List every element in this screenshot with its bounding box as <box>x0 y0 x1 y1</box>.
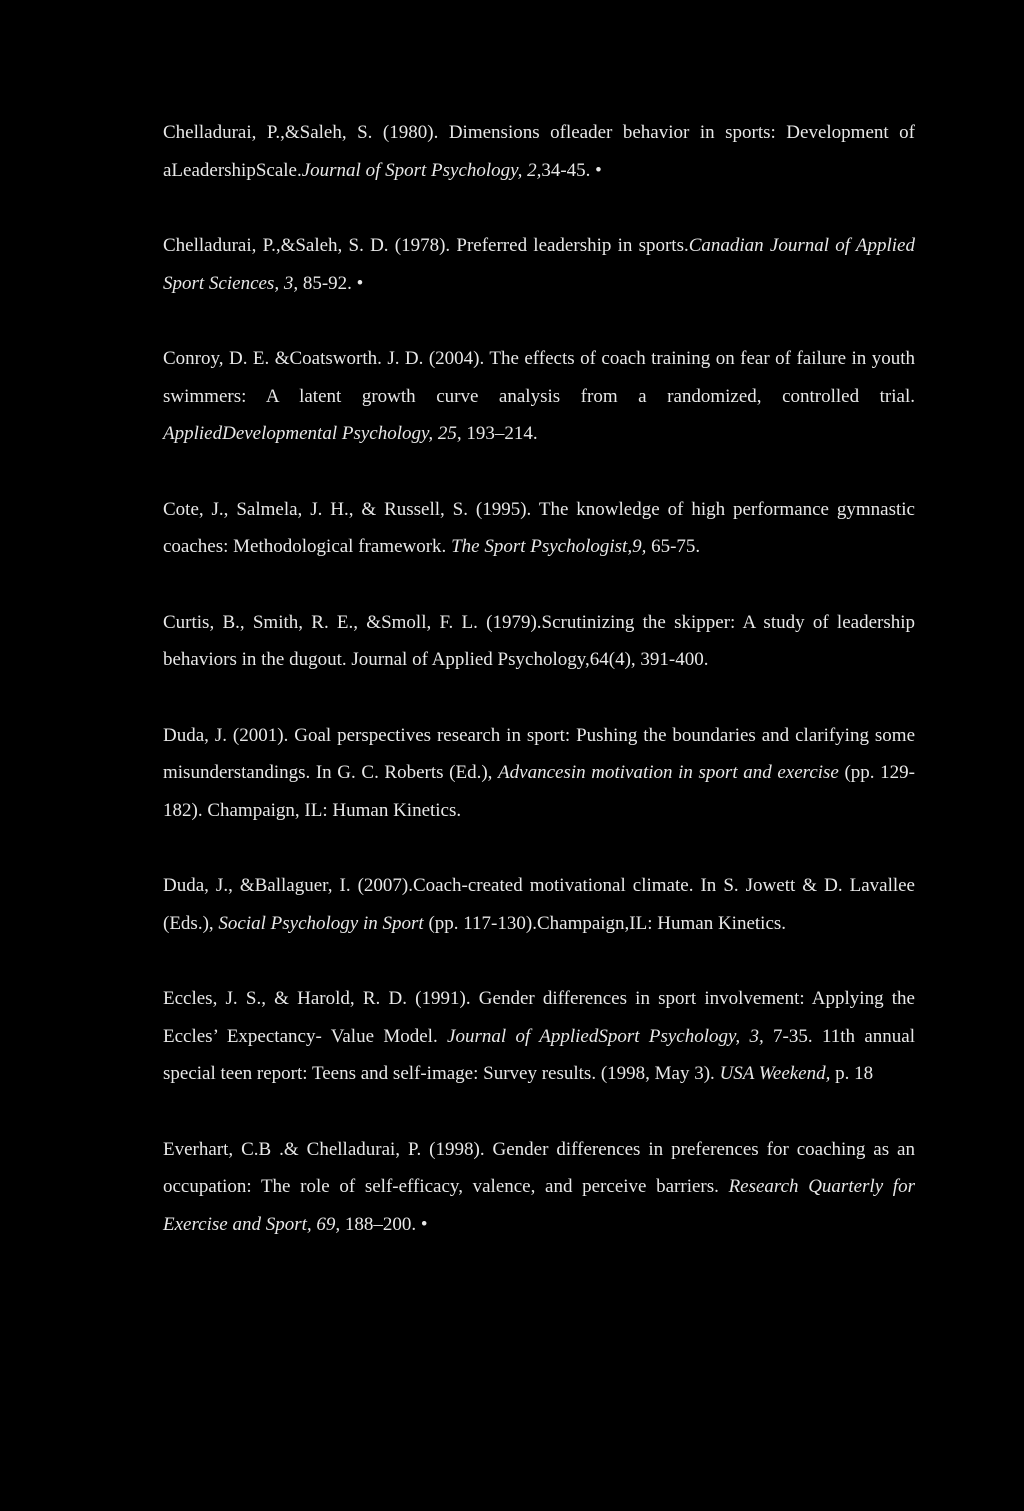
reference-source-title: USA Weekend, <box>719 1063 831 1084</box>
reference-text: 188–200. • <box>340 1213 428 1235</box>
reference-entry <box>163 114 915 189</box>
reference-text: Conroy, D. E. &Coatsworth. J. D. (2004). The effects of coach training on fear of failure in youth swimmers: A latent growth curve analysis from a randomized, controlled trial. <box>163 348 915 407</box>
reference-source-title: The Sport Psychologist,9, <box>451 536 647 557</box>
reference-entry <box>163 980 915 1093</box>
reference-text: Everhart, C.B .& Chelladurai, P. (1998). Gender differences in preferences for coaching as an occupation: The role of self-efficacy, valence, and perceive barriers. <box>163 1138 915 1197</box>
reference-entry <box>163 340 915 453</box>
reference-list <box>163 114 915 1243</box>
reference-text: 85-92. • <box>298 272 364 294</box>
reference-entry <box>163 604 915 679</box>
reference-source-title: Journal of Sport Psychology, 2, <box>301 159 542 181</box>
reference-entry <box>163 491 915 566</box>
reference-source-title: Advancesin motivation in sport and exercise <box>498 762 839 783</box>
reference-text: (pp. 129-182). Champaign, IL: Human Kinetics. <box>163 762 915 821</box>
reference-text: Eccles, J. S., & Harold, R. D. (1991). Gender differences in sport involvement: Applying the Eccles’ Expectancy- Value Model. <box>163 988 915 1047</box>
reference-source-title: Journal of AppliedSport Psychology, 3, <box>447 1025 764 1047</box>
reference-entry <box>163 867 915 942</box>
reference-entry <box>163 227 915 302</box>
reference-source-title: Canadian Journal of Applied Sport Sciences, 3, <box>163 235 915 294</box>
reference-text: 34-45. • <box>541 159 602 181</box>
reference-text: Duda, J., &Ballaguer, I. (2007).Coach-created motivational climate. In S. Jowett & D. Lavallee (Eds.), <box>163 875 915 934</box>
reference-text: Cote, J., Salmela, J. H., & Russell, S. (1995). The knowledge of high performance gymnastic coaches: Methodological framework. <box>163 498 915 557</box>
reference-text: 7-35. 11th annual special teen report: Teens and self-image: Survey results. (1998, May 3). <box>163 1025 916 1084</box>
reference-source-title: AppliedDevelopmental Psychology, 25, <box>163 423 462 444</box>
reference-text: Duda, J. (2001). Goal perspectives research in sport: Pushing the boundaries and clarifying some misunderstandings. In G. C. Roberts (Ed.), <box>163 724 915 783</box>
reference-source-title: Research Quarterly for Exercise and Sport, 69, <box>163 1176 915 1235</box>
reference-text: Chelladurai, P.,&Saleh, S. D. (1978). Preferred leadership in sports. <box>163 235 689 256</box>
reference-entry <box>163 1131 915 1244</box>
reference-text: p. 18 <box>830 1063 874 1084</box>
reference-entry <box>163 717 915 830</box>
reference-source-title: Social Psychology in Sport <box>218 912 424 934</box>
reference-text: (pp. 117-130).Champaign,IL: Human Kinetics. <box>423 912 787 934</box>
reference-text: Curtis, B., Smith, R. E., &Smoll, F. L. (1979).Scrutinizing the skipper: A study of leadership behaviors in the dugout. Journal of Applied Psychology,64(4), 391-400. <box>163 611 915 670</box>
reference-text: 193–214. <box>461 423 538 444</box>
reference-text: 65-75. <box>646 536 701 557</box>
reference-text: Chelladurai, P.,&Saleh, S. (1980). Dimensions ofleader behavior in sports: Development of aLeadershipScale. <box>163 122 915 181</box>
